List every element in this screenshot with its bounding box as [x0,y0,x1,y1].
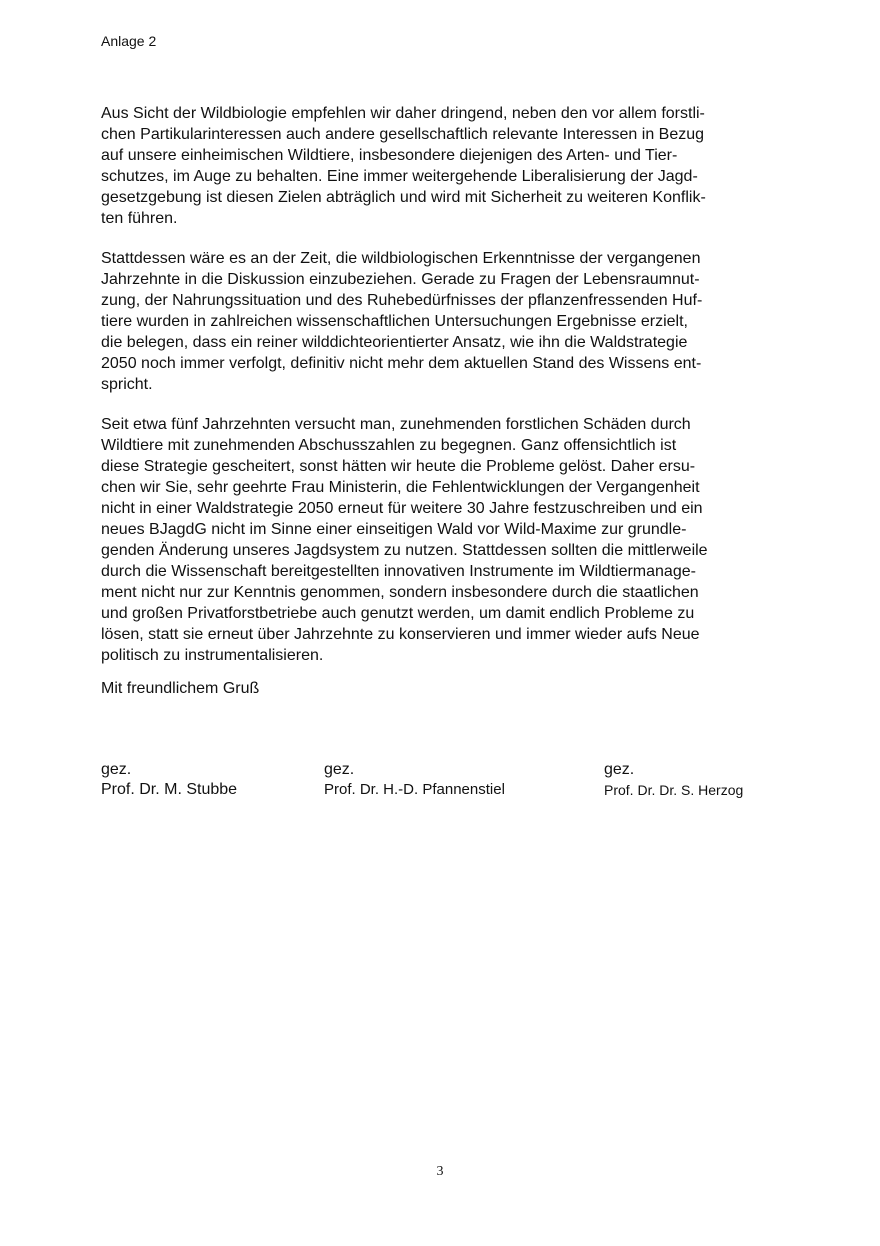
page-number: 3 [436,1164,444,1179]
signature-block-herzog [604,760,743,800]
paragraph-2 [101,248,791,395]
text-line: ten führen. [101,210,178,227]
paragraph-3 [101,414,791,666]
text-line: schutzes, im Auge zu behalten. Eine immer weitergehende Liberalisierung der Jagd- [101,168,698,185]
text-line: lösen, statt sie erneut über Jahrzehnte zu konservieren und immer wieder aufs Neue [101,626,700,643]
signatory-name: Prof. Dr. H.-D. Pfannenstiel [324,781,505,798]
signature-block-pfannenstiel [324,760,505,800]
signature-prefix: gez. [604,761,635,778]
signature-prefix: gez. [101,761,132,778]
text-line: Seit etwa fünf Jahrzehnten versucht man, zunehmenden forstlichen Schäden durch [101,416,691,433]
text-line: ment nicht nur zur Kenntnis genommen, sondern insbesondere durch die staatlichen [101,584,699,601]
text-line: durch die Wissenschaft bereitgestellten innovativen Instrumente im Wildtiermanage- [101,563,696,580]
text-line: Stattdessen wäre es an der Zeit, die wildbiologischen Erkenntnisse der vergangenen [101,250,701,267]
text-line: zung, der Nahrungssituation und des Ruhebedürfnisses der pflanzenfressenden Huf- [101,292,703,309]
text-line: Aus Sicht der Wildbiologie empfehlen wir daher dringend, neben den vor allem forstli- [101,105,705,122]
signature-prefix: gez. [324,761,355,778]
text-line: diese Strategie gescheitert, sonst hätten wir heute die Probleme gelöst. Daher ersu- [101,458,696,475]
text-line: die belegen, dass ein reiner wilddichteorientierter Ansatz, wie ihn die Waldstrategie [101,334,688,351]
text-line: chen wir Sie, sehr geehrte Frau Ministerin, die Fehlentwicklungen der Vergangenheit [101,479,700,496]
closing-greeting: Mit freundlichem Gruß [101,680,260,697]
signatory-name: Prof. Dr. Dr. S. Herzog [604,782,744,798]
text-line: 2050 noch immer verfolgt, definitiv nicht mehr dem aktuellen Stand des Wissens ent- [101,355,702,372]
text-line: Jahrzehnte in die Diskussion einzubeziehen. Gerade zu Fragen der Lebensraumnut- [101,271,700,288]
text-line: chen Partikularinteressen auch andere gesellschaftlich relevante Interessen in Bezug [101,126,705,143]
text-line: Wildtiere mit zunehmenden Abschusszahlen zu begegnen. Ganz offensichtlich ist [101,437,677,454]
signatory-name: Prof. Dr. M. Stubbe [101,781,238,798]
text-line: spricht. [101,376,153,393]
signature-block-stubbe [101,760,237,800]
text-line: neues BJagdG nicht im Sinne einer einseitigen Wald vor Wild-Maxime zur grundle- [101,521,687,538]
paragraph-1 [101,103,791,229]
text-line: nicht in einer Waldstrategie 2050 erneut für weitere 30 Jahre festzuschreiben und ein [101,500,703,517]
text-line: auf unsere einheimischen Wildtiere, insbesondere diejenigen des Arten- und Tier- [101,147,678,164]
text-line: politisch zu instrumentalisieren. [101,647,324,664]
text-line: genden Änderung unseres Jagdsystem zu nutzen. Stattdessen sollten die mittlerweile [101,542,708,559]
text-line: tiere wurden in zahlreichen wissenschaftlichen Untersuchungen Ergebnisse erzielt, [101,313,688,330]
text-line: und großen Privatforstbetriebe auch genutzt werden, um damit endlich Probleme zu [101,605,695,622]
text-line: gesetzgebung ist diesen Zielen abträglich und wird mit Sicherheit zu weiteren Konflik- [101,189,706,206]
annex-label: Anlage 2 [101,33,157,49]
